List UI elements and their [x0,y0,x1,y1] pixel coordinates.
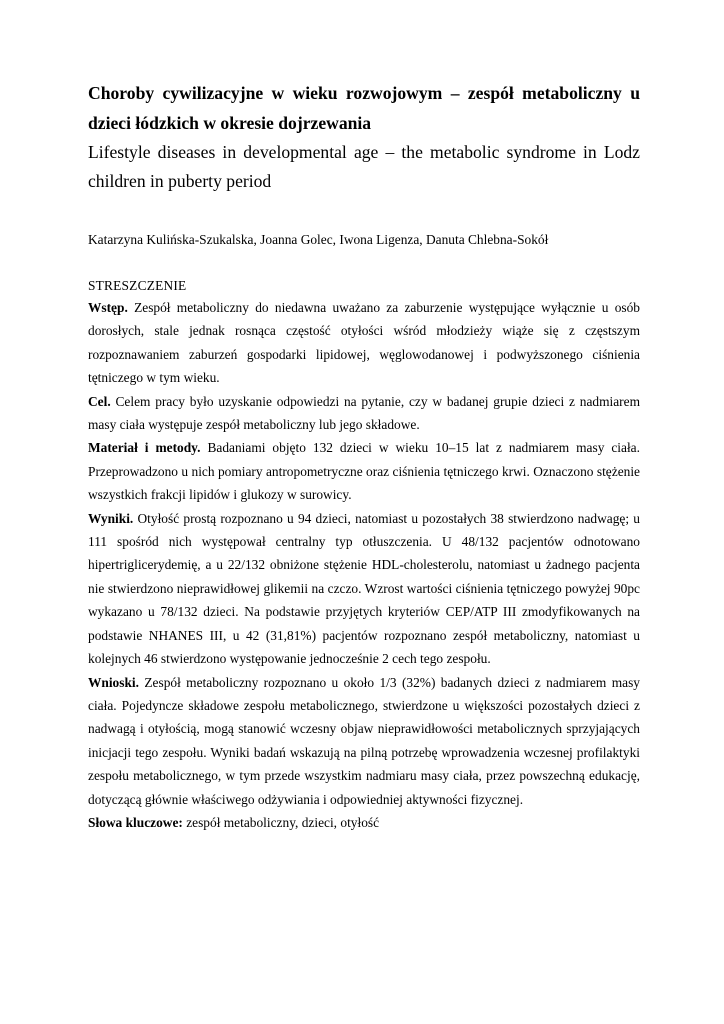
abstract-conclusions [88,671,640,811]
introduction-text: Zespół metaboliczny do niedawna uważano za zaburzenie występujące wyłącznie u osób dorosłych, stale jednak rosnąca częstość otyłości wśród młodzieży wiąże się z częstszym rozpoznawaniem zaburzeń gospodarki lipidowej, węglowodanowej i podwyższonego ciśnienia tętniczego w tym wieku. [88,300,640,386]
document-page [88,78,640,834]
authors-line: Katarzyna Kulińska-Szukalska, Joanna Golec, Iwona Ligenza, Danuta Chlebna-Sokół [88,232,549,247]
abstract-methods [88,436,640,506]
abstract-aim [88,390,640,437]
conclusions-text: Zespół metaboliczny rozpoznano u około 1/3 (32%) badanych dzieci z nadmiarem masy ciała. Pojedyncze składowe zespołu metabolicznego, stwierdzone u większości pozostałych dzieci z nadwagą i otyłością, mogą stanowić wczesny objaw nieprawidłowości metabolicznych sprzyjających inicjacji tego zespołu. Wyniki badań wskazują na pilną potrzebę wprowadzenia wczesnej profilaktyki zespołu metabolicznego, w tym przede wszystkim nadmiaru masy ciała, przez powszechną edukację, dotyczącą głównie właściwego odżywiania i odpowiedniej aktywności fizycznej. [88,674,640,807]
abstract-results [88,507,640,671]
aim-text: Celem pracy było uzyskanie odpowiedzi na pytanie, czy w badanej grupie dzieci z nadmiarem masy ciała występuje zespół metaboliczny lub jego składowe. [88,393,640,433]
results-label: Wyniki. [88,510,134,526]
keywords-label: Słowa kluczowe: [88,814,183,830]
introduction-label: Wstęp. [88,300,128,315]
title-polish: Choroby cywilizacyjne w wieku rozwojowym – zespół metaboliczny u dzieci łódzkich w okresie dojrzewania [88,83,640,133]
abstract-introduction [88,296,640,390]
methods-text: Badaniami objęto 132 dzieci w wieku 10–15 lat z nadmiarem masy ciała. Przeprowadzono u nich pomiary antropometryczne oraz ciśnienia tętniczego krwi. Oznaczono stężenie wszystkich frakcji lipidów i glukozy w surowicy. [88,440,640,503]
keywords-text: zespół metaboliczny, dzieci, otyłość [182,814,380,830]
methods-label: Materiał i metody. [88,440,201,456]
aim-label: Cel. [88,393,111,409]
keywords [88,811,640,834]
conclusions-label: Wnioski. [88,674,139,690]
title-english: Lifestyle diseases in developmental age – the metabolic syndrome in Lodz children in puberty period [88,142,640,191]
abstract-heading: STRESZCZENIE [88,278,187,293]
results-text: Otyłość prostą rozpoznano u 94 dzieci, natomiast u pozostałych 38 stwierdzono nadwagę; u 111 spośród nich występował centralny typ otłuszczenia. U 48/132 pacjentów odnotowano hipertriglicerydemię, a u 22/132 obniżone stężenie HDL-cholesterolu, natomiast u żadnego pacjenta nie stwierdzono nieprawidłowej glikemii na czczo. Wzrost wartości ciśnienia tętniczego powyżej 90pc wykazano u 78/132 dzieci. Na podstawie przyjętych kryteriów CEP/ATP III zmodyfikowanych na podstawie NHANES III, u 42 (31,81%) pacjentów rozpoznano zespół metaboliczny, natomiast u kolejnych 46 stwierdzono występowanie jednocześnie 2 cech tego zespołu. [88,510,640,667]
